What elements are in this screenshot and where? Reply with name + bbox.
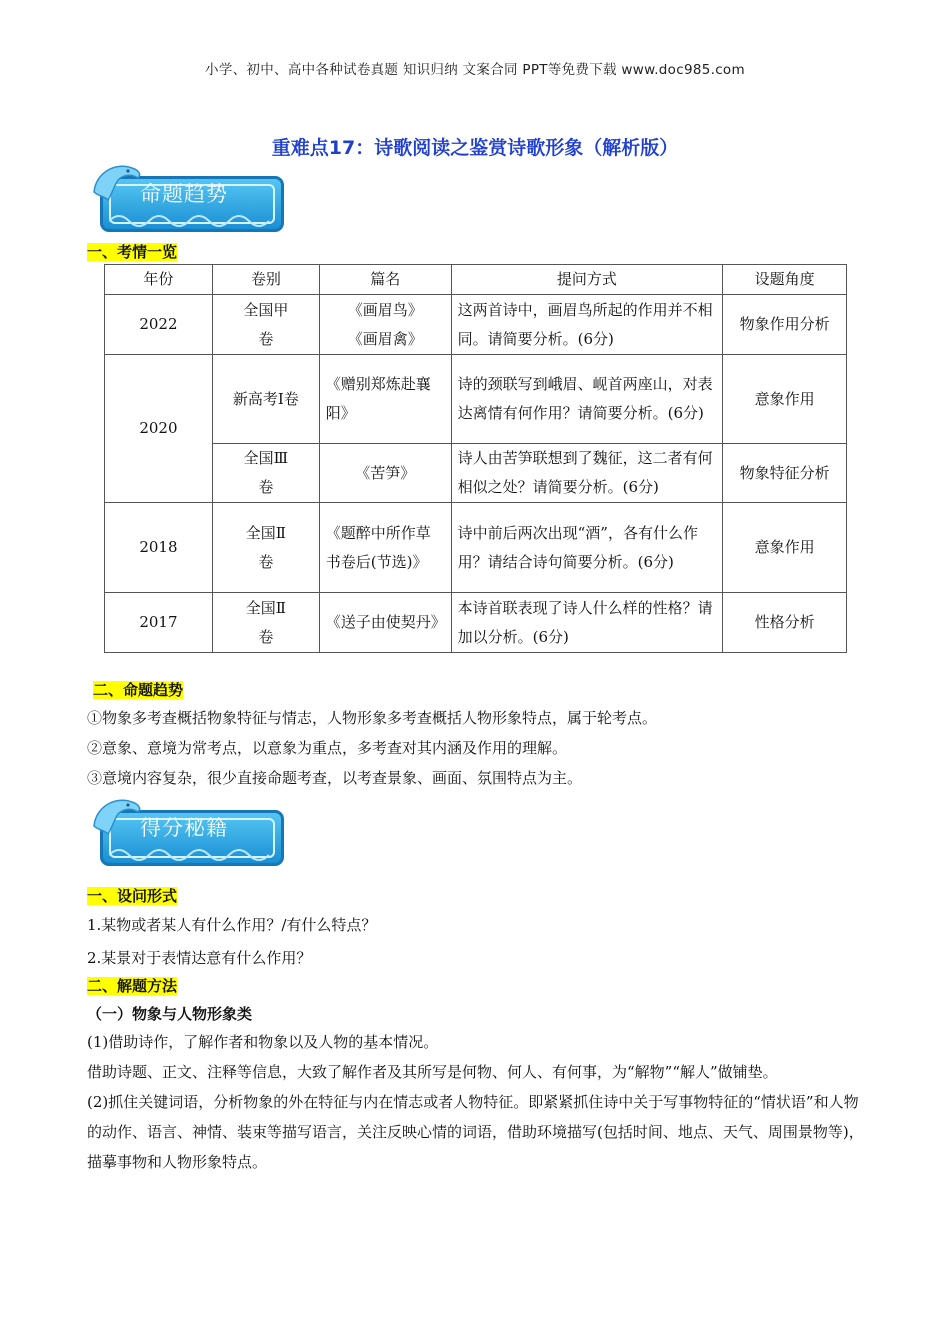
page-title: 重难点17：诗歌阅读之鉴赏诗歌形象（解析版） <box>271 137 679 159</box>
section-trend: 二、命题趋势 <box>93 681 184 699</box>
question-item: 1.某物或者某人有什么作用？/有什么特点？ <box>87 916 377 934</box>
banner-label: 得分秘籍 <box>140 816 228 840</box>
table-row: 2017 全国Ⅱ卷 《送子由使契丹》 本诗首联表现了诗人什么样的性格？请加以分析。(6分) 性格分析 <box>105 593 847 653</box>
col-question: 提问方式 <box>451 265 723 295</box>
banner-label: 命题趋势 <box>140 182 228 206</box>
trend-list <box>87 703 867 793</box>
paragraph: (2)抓住关键词语，分析物象的外在特征与内在情志或者人物特征。即紧紧抓住诗中关于写事物特征的“情状语”和人物的动作、语言、神情、装束等描写语言，关注反映心情的词语，借助环境描写(包括时间、地点、天气、周围景物等)，描摹事物和人物形象特点。 <box>87 1093 864 1171</box>
table-header-row <box>105 265 847 295</box>
col-year: 年份 <box>105 265 213 295</box>
trend-item: ①物象多考查概括物象特征与情志，人物形象多考查概括人物形象特点，属于轮考点。 <box>87 709 658 727</box>
banner-scoring-tips <box>92 800 292 872</box>
banner-trend <box>92 166 292 238</box>
exam-table <box>104 264 847 653</box>
table-row: 2022 全国甲卷 《画眉鸟》《画眉禽》 这两首诗中，画眉鸟所起的作用并不相同。请简要分析。(6分) 物象作用分析 <box>105 295 847 355</box>
wave-decoration <box>109 209 279 229</box>
col-paper: 卷别 <box>212 265 319 295</box>
table-row: 2020 新高考Ⅰ卷 《赠别郑炼赴襄阳》 诗的颈联写到峨眉、岘首两座山，对表达离情有何作用？请简要分析。(6分) 意象作用 <box>105 355 847 444</box>
trend-item: ②意象、意境为常考点，以意象为重点，多考查对其内涵及作用的理解。 <box>87 739 568 757</box>
col-poem: 篇名 <box>319 265 451 295</box>
col-angle: 设题角度 <box>723 265 847 295</box>
dolphin-icon <box>86 792 146 842</box>
page-header: 小学、初中、高中各种试卷真题 知识归纳 文案合同 PPT等免费下载 www.doc985.com <box>205 62 745 78</box>
trend-item: ③意境内容复杂，很少直接命题考查，以考查景象、画面、氛围特点为主。 <box>87 769 583 787</box>
method-text <box>87 1027 867 1177</box>
paragraph: 借助诗题、正文、注释等信息，大致了解作者及其所写是何物、何人、有何事，为“解物”“解人”做铺垫。 <box>87 1063 778 1081</box>
section-methods: 二、解题方法 <box>87 977 178 995</box>
paragraph: (1)借助诗作，了解作者和物象以及人物的基本情况。 <box>87 1033 439 1051</box>
question-list <box>87 909 867 975</box>
table-row: 2018 全国Ⅱ卷 《题醉中所作草书卷后(节选)》 诗中前后两次出现“酒”，各有什么作用？请结合诗句简要分析。(6分) 意象作用 <box>105 503 847 593</box>
subsection-title: （一）物象与人物形象类 <box>87 1005 253 1023</box>
wave-decoration <box>109 843 279 863</box>
section-exam-overview: 一、考情一览 <box>87 243 178 261</box>
section-question-forms: 一、设问形式 <box>87 887 178 905</box>
question-item: 2.某景对于表情达意有什么作用？ <box>87 949 312 967</box>
table-row: 全国Ⅲ卷 《苦笋》 诗人由苦笋联想到了魏征，这二者有何相似之处？请简要分析。(6分) 物象特征分析 <box>105 444 847 503</box>
dolphin-icon <box>86 158 146 208</box>
